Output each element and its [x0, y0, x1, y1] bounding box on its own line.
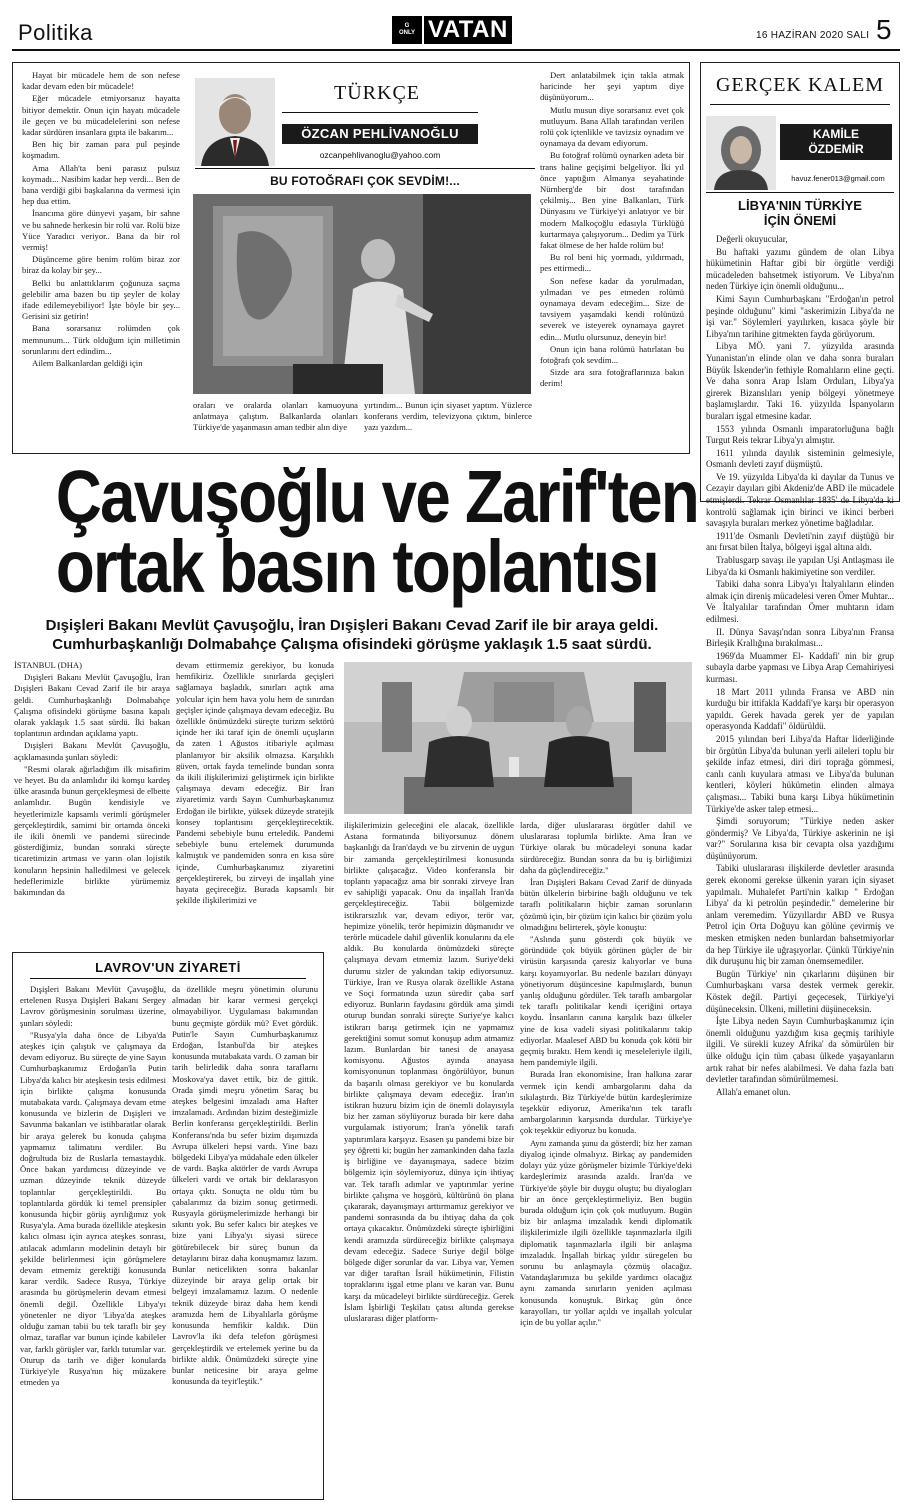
paragraph: II. Dünya Savaşı'ndan sonra Libya'nın Fransa Birleşik Krallığına bırakılması... — [706, 626, 894, 649]
gk-headline-line-1: LİBYA'NIN TÜRKİYE — [738, 198, 862, 213]
paragraph: Burada İran ekonomisine, İran halkına zarar vermek için kendi ambargolarını daha da sıkılaştırdı. Biz Türkiye'de bütün kardeşlerimize teşekkür ediyoruz, Amerika'nın tek taraflı ambargolarının karşısında durdular. Türkiye'ye çok teşekkür ediyoruz bu konuda. — [520, 1069, 692, 1136]
paragraph: Ailem Balkanlardan geldiği için — [32, 358, 143, 369]
columnist-first-name: KAMİLE — [813, 127, 859, 141]
column-kicker: TÜRKÇE — [334, 82, 420, 104]
paragraph: Aynı zamanda şunu da gösterdi; biz her zaman diyalog içinde olmalıyız. Birkaç ay pandemiden dolayı yüz yüze görüşmeler bizimle Türkiye'deki kardeşlerimiz arasında azaldı. İran'da ve Türkiye'de şöyle bir duygu oluştu; bu diyalogları bir an önce gerçekleştirmeliyiz. Ben bugün burada olduğum için çok çok mutluyum. Bugün biz bir anlaşma imzaladık kendi diplomatik ilişkilerimizle ilgili özellikle taşınmazlarla ilgili diplomatik taşınmazlarla ilgili bir anlaşma imzaladık. İnşallah birkaç yıldır süregelen bu sorunu bu anlaşmayla çözmüş olacağız. Vatandaşlarımıza bu şekilde yardımcı olacağız aynı zamanda sınırların yeniden açılması konusunda konuştuk. Birkaç gün önce karayolları, tır yollar açıldı ve inşallah yolcular için de bu yollar açılır." — [520, 1137, 692, 1327]
paragraph: Kimi Sayın Cumhurbaşkanı "Erdoğan'ın petrol peşinde olduğunu" kimi "askerimizin Libya'da ne işi var." Söylemleri yayılırken, kısaca şöyle bir Libya'nın tarihine gitmekten fayda görüyorum. — [706, 293, 894, 339]
article-col1 — [14, 660, 170, 948]
paragraph: Ben hiç bir zaman para pul peşinde koşmadım. — [22, 139, 180, 161]
paragraph: Allah'a emanet olun. — [716, 1086, 791, 1097]
paragraph: "Resmi olarak ağırladığım ilk misafirim ve heyet. Bu da anlamlıdır iki komşu kardeş ülke arasında bunun gerçekleşmesi de elbette anlamlıdır. Bugün kendisiyle ve heyetlerimizle kapsamlı verimli görüşmeler gerçekleştirdik, samimi bir ortamda önceki ile ikili önemli ve pandemi sürecinde gösterdiğimiz, bundan sonraki süreçte ticaretimizin artması ve yarın olan lojistik konuların hepsinin halledilmesi ve gelecek hedeflerimizle birlikte yürümemiz bakımından da — [14, 763, 170, 898]
dateline: İSTANBUL (DHA) — [14, 660, 82, 670]
paragraph: Son nefese kadar da yorulmadan, yılmadan ve pes etmeden rolümü oynamaya devam edeceğim... Size de tavsiyem yaşamdaki kendi rolünüzü severek ve isteyerek oynamaya gayret edin... Mutlu olursunuz, deneyin bir! — [540, 275, 684, 342]
paragraph: Onun için bana rolümü hatırlatan bu fotoğrafı çok sevdim... — [540, 343, 684, 366]
turkce-col3-caption — [364, 400, 532, 452]
gercek-kalem-body — [706, 234, 894, 1502]
article-col3 — [344, 820, 514, 1500]
columnist-last-name: ÖZDEMİR — [808, 142, 864, 156]
paragraph: 1911'de Osmanlı Devleti'nin zayıf düştüğü bir anı fırsat bilen İtalya, bölgeyi işgal altına aldı. — [706, 530, 894, 553]
lavrov-col2 — [172, 984, 318, 1496]
lecture-photo — [193, 194, 531, 394]
paragraph: Eğer mücadele etmiyorsanız hayatta bitiyor demektir. Onun için hayatı mücadele ile geçen ve bu mücadelelerini son nefese kadar sürdüren insanlara gıpta ile bakarım... — [22, 93, 180, 138]
paragraph: Değerli okuyucular, — [716, 234, 788, 244]
paragraph: "Rusya'yla daha önce de Libya'da ateşkes için çalıştık ve çalışmaya da devam ediyoruz. Bu süreçte de yine Sayın Cumhurbaşkanımız Erdoğan'la Putin Libya'da kalıcı bir ateşkesin tesis edilmesi için birlikte çalışma konusunda mutabakata vardı. Çalışmaya devam etme konusunda ve bizlerin de Dışişleri ve Savunma bakanları ve istihbaratlar olarak bir araya gelerek bu konuda çalışma yapmamız talimatını verdiler. Bu doğrultuda biz de Ruslarla temastaydık. Önce bakan yardımcısı düzeyinde ve uzman düzeyinde teknik düzeyde toplantılar gerçekleştirildi. Bu toplantılarda gördük ki temel prensipler konusunda hiçbir görüş ayrılığımız yok Rusya'yla. Ama burada özellikle ateşkesin kalıcı olması için ayrıca ateşkes sonrası, atılacak adımların modelinin detaylı bir şekilde belirlenmesi için görüşmelere devam etmemiz gerektiği konusunda karar verdik. Sadece Rusya, Türkiye arasında bu görüşmelerin devam etmesi önemli değil. Özellikle Libya'yı yönetenler ne diyor 'Libya'da ateşkes olduğu zaman tabii bu tek taraflı bir şey olmaz, taraflar var bunun içinde kabileler var, farklı görüşler var, farklı tutumlar var. Oturup da tarih ve diğer konularda Türkiye'yle Rusya'nın hiç müzakere etmeden ya — [20, 1029, 166, 1388]
subhead-line-1: Dışişleri Bakanı Mevlüt Çavuşoğlu, İran Dışişleri Bakanı Cevad Zarif ile bir araya geldi. — [45, 617, 659, 634]
article-col2 — [176, 660, 334, 948]
gercek-kalem-headline — [700, 198, 900, 228]
paragraph: 1611 yılında dayılık sisteminin gelmesiyle, Osmanlı devleti zayıf düşmüştü. — [706, 447, 894, 470]
paragraph: Bu haftaki yazımı gündem de olan Libya hükümetinin Haftar gibi bir örgütle verdiği mücadeleden bahsetmek istiyorum. Ve Libya'nın neden Türkiye için önemli olduğunu... — [706, 246, 894, 292]
issue-date: 16 HAZİRAN 2020 SALI — [756, 30, 870, 41]
paragraph: İran Dışişleri Bakanı Cevad Zarif de dünyada bütün ülkelerin birbirine bağlı olduğunu ve tek taraflı politikaların hiçbir zaman sorunların çözümü için, bir çözüm için kalıcı bir çözüm yolu olmadığını belirterek, şöyle konuştu: — [520, 877, 692, 932]
paragraph: Dışişleri Bakanı Mevlüt Çavuşoğlu, İran Dışişleri Bakanı Cevad Zarif ile bir araya geldi. Cumhurbaşkanlığı Dolmabahçe Çalışma ofisindeki görüşme basına kapalı olarak yaklaşık 1.5 saat sürdü. İki bakan toplantının ardından açıklama yaptı. — [14, 672, 170, 739]
paragraph: devam ettirmemiz gerekiyor, bu konuda hemfikiriz. Özellikle sınırlarda geçişleri sağlamaya başladık, sınırları açtık ama yolcular için hem hava yolu hem de sınırdan geçişler içinde çalışmaya devam edeceğiz. Bu özellikle önümüzdeki süreçte turizm sektörü içinde her iki taraf için de önemli uçuşların da zaten 1 Ağustos itibariyle açılması planlanıyor bir aksilik olmazsa. Karşılıklı güven, ortak fayda temelinde bundan sonra da ikili ilişkilerimizi geliştirmek için birlikte çalışmaya devam edeceğiz. Bir İran ziyaretimiz vardı Sayın Cumhurbaşkanımız Erdoğan ile birlikte, yüksek düzeyde stratejik konsey toplantısını gerçekleştirecektik. Pandemi sebebiyle bunu erteledik. Pandemi sebebiyle bunu ertelemek durumunda kalmıştık ve pandemiden sonra en kısa süre içinde, Cumhurbaşkanımız ziyaretini gerçekleştirerek, bu zirveyi de inşallah yine hayata geçireceğiz. Burada kapsamlı bir şekilde ilişkilerimizi ve — [176, 660, 334, 906]
paragraph: "Aslında şunu gösterdi çok büyük ve göründüde çok büyük görünen güçler de bir virüsün karşısında çaresiz kalıyorlar ve buna karşı koyamıyorlar. Bu nedenle bazıları dünyayı yönetiyorum düşüncesine kapılmışlardı, bunun yanlış olduğunu gördüler. Tek taraflı ambargolar tek taraflı politikalar kendi içeriğini ortaya koydu. İnsanların canına karşılık bazı ülkeler yine de kısa vadeli siyasi politikalarını takip ediyorlar. Maalesef ABD bu konuda çok kötü bir geçmiş bıraktı. Hem kendi iç meseleleriyle ilgili, hem pandemiyle ilgili. — [520, 934, 692, 1068]
subhead-line-2: Cumhurbaşkanlığı Dolmabahçe Çalışma ofisindeki görüşme yaklaşık 1.5 saat sürdü. — [52, 636, 652, 653]
paragraph: Sizde ara sıra fotoğraflarınıza bakın derim! — [540, 367, 684, 389]
logo-badge-top: G — [404, 23, 410, 29]
author-portrait-image — [195, 78, 275, 166]
paragraph: Bu fotoğraf rolümü oynarken adeta bir trans haline geçişimi belgeliyor. İki yıl önce yaptığım Almanya seyahatinde Nürnberg'de bir dost tarafından çekilmiş... Ben yine Balkanları, Türk Dünyasını ve Türkiye'yi anlatıyor ve bir modern Malkoçoğlu edasıyla Türklüğü kurtarmaya çalışıyorum... Dedim ya Türk fakat ölmese de her halde rolüm bu! — [540, 150, 684, 251]
paragraph: larda, diğer uluslararası örgütler dahil ve uluslararası toplumla birlikte. Ama İran ve Türkiye olarak bu mücadeleyi sonuna kadar sürdüreceğiz. Bundan sonra da bu iş birliğimizi daha da güçlendireceğiz." — [520, 820, 692, 875]
paragraph: Dert anlatabilmek için takla atmak haricinde her şeyi yaptım diye düşünüyorum... — [540, 70, 684, 103]
paragraph: Trablusgarp savaşı ile yapılan Uşi Antlaşması ile Libya'da ki Osmanlı hakimiyetine son verdiler. — [706, 555, 894, 577]
main-headline — [55, 455, 699, 608]
columnist-email: havuz.fener013@gmail.com — [791, 174, 885, 183]
column-author: ÖZCAN PEHLİVANOĞLU — [282, 124, 478, 144]
logo-badge — [392, 16, 422, 44]
columnist-portrait — [706, 116, 776, 190]
paragraph: 1553 yılında Osmanlı imparatorluğuna bağlı Turgut Reis tekrar Libya'yı almıştır. — [706, 423, 894, 446]
column-title: BU FOTOĞRAFI ÇOK SEVDİM!... — [270, 174, 460, 188]
column-email: ozcanpehlivanoglu@yahoo.com — [319, 150, 441, 160]
paragraph: oraları ve oralarda olanları kamuoyuna anlatmaya çalıştım. Balkanlarda olanları Türkiye'de yaşanmasın aman tedbir alın diye — [193, 400, 358, 433]
title-rule — [195, 168, 535, 169]
article-col4 — [520, 820, 692, 1500]
paragraph: Ama Allah'ta beni parasız pulsuz koymadı... Nasibim kadar hep verdi... Ben de bana verdiği gibi başkalarına da vermesi için hep dua ettim. — [22, 162, 180, 207]
author-portrait — [195, 78, 275, 166]
paragraph: da özellikle meşru yönetimin olurunu almadan bir karar vermesi gerçekçi olmayabiliyor. Uygulaması bakımından bunu geçmişte gördük mü? Evet gördük. Putin'le Sayın Cumhurbaşkanımız Erdoğan, İstanbul'da bir ateşkes konusunda mutabakata vardı. O zaman bir tarih belirledik daha sonra taraflarnı Moskova'ya davet ettik, biz de gittik. Orada şimdi meşru yönetim Saraç bu ateşkes belgesini imzaladı ama Hafter imzalamadı. Ardından bizim desteğimizle Berlin konferansı gerçekleştirildi. Berlin Konferansı'nda bu sefer bizim dışımızda Avrupa ülkeleri hepsi vardı. Yine bazı bölgedeki Libya'ya müdahale eden ülkeler de vardı. Başka aktörler de vardı Avrupa ülkeleri vardı ve ortak bir deklarasyon ortaya çıktı. Sonuçta ne oldu tüm bu çabalarımız da bizim sonuç getirmedi. Rusyayla görüşmelerimizde herhangi bir sıkıntı yok. Bu sefer kalıcı bir ateşkes ve bize yani Libya'yı siyasi sürece götürebilecek bir süreç bunun da detaylarını biraz daha konuşmamız lazım. Bunlar neticelikten sonra bakanlar düzeyinde bir araya gelip ortak bir belgeyi imzalamamız lazım. O nedenle teknik düzeyde biraz daha hem kendi aramızda hem de Libyalılarla görüşme konusunda hemfikir kaldık. Dün Lavrov'la iki defa telefon görüşmesi gerçekleştirdik ve ertelemek yerine bu da birlikte aldık. Önümüzdeki süreçte yine bunlar neticesine bir araya gelme konusunda da teyit'leştik." — [172, 984, 318, 1387]
ministers-photo-image — [344, 662, 692, 814]
gk-title-rule — [710, 104, 890, 105]
lavrov-col1 — [20, 984, 166, 1496]
section-name: Politika — [18, 20, 93, 45]
paragraph: Şimdi soruyorum; "Türkiye neden asker göndermiş? Ve Libya'da, Türkiye askerinin ne işi var?" Sorularına kısa bir cevapta olsa yazdığımı düşünüyorum. — [706, 816, 894, 861]
gk-headline-rule — [706, 192, 894, 193]
paragraph: yırtındım... Bunun için siyaset yaptım. Yüzlerce konferans verdim, televizyona çıktım, binlerce yazı yazdım... — [364, 400, 532, 433]
paragraph: 1969'da Muammer El- Kaddafi' nin bir grup subayla darbe yapması ve Libya Arap Cemahiriyesi kurması. — [706, 650, 894, 684]
logo-wordmark: VATAN — [424, 16, 512, 44]
kicker-rule — [282, 112, 478, 113]
paragraph: Libya MÖ. yani 7. yüzyılda arasında Yunanistan'ın elinde olan ve daha sonra buraları Büyük İskender'in fethiyle Romalıların eline geçti. Ve daha sonra Arap İslam Orduları, Libya'ya girerek Bizanslıları yenip bölgeyi yönetmeye başlamışlardır. Taki 16. yüzyılda İspanyoların buraları işgal etmesine kadar. — [706, 341, 894, 421]
paragraph: Ve 19. yüzyılda Libya'da ki dayılar da Tunus ve Cezayir dayıları gibi Akdeniz'de ABD ile mücadele etmişlerdi. Tekrar Osmanlılar 1835' de Libya'da ki kontrolü sağlamak için birinci ve ikinci berberi savaşıyla buraları merkez yönetime bağladılar. — [706, 471, 894, 529]
ministers-photo — [344, 662, 692, 814]
paragraph: Dışişleri Bakanı Mevlüt Çavuşoğlu, ertelenen Rusya Dışişleri Bakanı Sergey Lavrov görüşmesinin sorulması üzerine, şunları söyledi: — [20, 984, 166, 1028]
turkce-col4 — [540, 70, 684, 452]
gercek-kalem-title: GERÇEK KALEM — [715, 74, 885, 96]
paragraph: Tabiki uluslararası ilişkilerde devletler arasında gerek ekonomi gerekse ülkenin yararı için siyaset yapılmalı. Muhalefet Parti'nin kalkıp " Erdoğan Libya' da ki petrolün peşindedir." demelerine bir anlam veremedim. Yüzyıllardır ABD ve Rusya Petrol için Orta Doğuyu kan gölüne çevirmiş ve mesken etmişken neden bunlardan bahsetmiyorlar da hep Türkiye ile uğraşıyorlar. Çünkü Türkiye'nin dik duruşunu hiç bir zaman önemsemediler. — [706, 863, 894, 967]
columnist-portrait-image — [706, 116, 776, 190]
article-subhead — [12, 616, 692, 654]
headline-line-2: ortak basın toplantısı — [55, 525, 659, 608]
turkce-col2-caption — [193, 400, 358, 452]
paragraph: Düşünceme göre benim rolüm biraz zor biraz da kolay bir şey... — [22, 254, 180, 276]
paragraph: Mutlu musun diye sorarsanız evet çok mutluyum. Bana Allah tarafından verilen rolü çok içtenlikle ve tavizsiz oynadım ve oynamaya da devam ediyorum. — [540, 104, 684, 149]
newspaper-logo — [392, 15, 514, 45]
headline-line-1: Çavuşoğlu ve Zarif'ten — [55, 455, 699, 538]
gk-headline-line-2: İÇİN ÖNEMİ — [763, 213, 837, 228]
page-number: 5 — [876, 14, 892, 45]
paragraph: ilişkilerimizin geleceğini ele alacak, özellikle Astana formatında biliyorsunuz dönem başkanlığı da İran'daydı ve bu zirvenin de uygun bir zamanda gerçekleştirilmesi konusunda birlikte çalışacağız. Video konferansla bir toplantı yapacağız ama bir sonraki zirveye İran ev sahipliği yapacak. Onu da inşallah İran'da gerçekleştireceğiz. Tabii bölgemizde istikrarsızlık var, devam ediyor, terör var, hepimize yönelik, terör hepimizin düşmanıdır ve terörle mücadele dahil güvenlik konularını da ele aldık. Bu konularda önümüzdeki süreçte çalışmaya devam etmemiz lazım. Suriye'deki durumu sizler de yakından takip ediyorsunuz. Türkiye, İran ve Rusya olarak özellikle Astana ve Soçi formatında uzun süredir çaba sarf ediyoruz. Bunların faydasını gördük ama şimdi oturup bundan sonraki süreçte Suriye'ye kalıcı istikrarı barışı getirmek için ne yapmamız gerektiğini somut somut konuşup adım atmamız lazım. Bunlardan bir tanesi de anayasa komisyonu. Ağustos ayında anayasa komisyonunun toplanması öngörülüyor, bunun da başarılı olması gerekiyor ve bu konularda birlikte çalışmaya devam edeceğiz. İran'ın istikran huzuru bizim için de önemli dolayısıyla biz her zaman söylüyoruz burada bir kere daha vurgulamak istiyorum; İran'a yönelik tarafı yaptırımlara karşıyız. Esasen şu pandemi bize bir şey öğretti ki; bugün her zamankinden daha fazla iş birliğine ve dayanışmaya, sadece bizim bölgemiz için söylemiyoruz, dünya için ihtiyaç var. Tek taraflı adımlar ve yaptırımlar yerine birlikte çalışma ve hoşgörü, kültürünü ön plana çıkararak, dayanışmayı arttırmamız gerekiyor ve pandemi sonrasında da bu ihtiyaç daha da çok ortaya çıkacaktır. Önümüzdeki süreçte işbirliğini kendi aramızda sürdüreceğiz birlikte çalışmaya devam edeceğiz. Sadece Suriye değil bölge bölgede diğer sorunlar da var. Libya var, Yemen var diğer taraftan İsrail hükümetinin, Filistin topraklarını işgal etme planı ve karan var. Bunu karşı da mücadeleyi birlikte sürdüreceğiz. Gerek İslam İşbirliği Teşkilatı çatısı altında gerekse uluslararası diğer platform- — [344, 820, 514, 1323]
paragraph: Bu rol beni hiç yormadı, yıldırmadı, pes ettirmedi... — [540, 252, 684, 274]
columnist-name — [780, 124, 892, 160]
lavrov-title: LAVROV'UN ZİYARETİ — [95, 960, 241, 975]
paragraph: Belki bu anlattıklarım çoğunuza saçma gelebilir ama bazen bu tip şeyler de kolay ifade edilemeyebiliyor! İşte böyle bir şey... Gerisini siz getirin! — [22, 277, 180, 322]
paragraph: Bana sorarsanız rolümden çok memnunum... Türk olduğum için milletimin sorunlarını dert edindim... — [22, 323, 180, 356]
paragraph: Dışişleri Bakanı Mevlüt Çavuşoğlu, açıklamasında şunları söyledi: — [14, 740, 170, 762]
lecture-photo-image — [193, 194, 531, 394]
turkce-col1 — [22, 70, 180, 452]
paragraph: 18 Mart 2011 yılında Fransa ve ABD nin kurduğu bir ittifakla Kaddafi'ye karşı bir operasyon yapıldı. Gerek havada gerek yer de yapılan operasyonda Kaddafi" öldürüldü. — [706, 686, 894, 732]
paragraph: Bugün Türkiye' nin çıkarlarını düşünen bir Cumhurbaşkanı varsa destek vermek gerekir. Köstek değil. Partiyi geçecesek, Türkiye'yi düşüneceksin. Ülkeni, milletini düşüneceksin. — [706, 968, 894, 1014]
paragraph: İşte Libya neden Sayın Cumhurbaşkanımız için önemli olduğunu yazdığım kısa geçmiş tarihiyle ilgili. Ve sürekli kuzey Afrika' da sömürülen bir ülke olduğu için tüm çabası ülkede yaşayanların artık rahat bir nefes alabilmesi. Ve daha fazla batı devletler tarafından sömürülmemesi. — [706, 1016, 894, 1085]
logo-badge-bottom: ONLY — [398, 30, 416, 36]
paragraph: Tabiki daha sonra Libya'yı İtalyalıların elinden almak için direniş mücadelesi veren Ömer Muhtar... Ve İtalyalılar tarafından Ömer muhtarın idam edilmesi. — [706, 579, 894, 624]
paragraph: 2015 yılından beri Libya'da Haftar liderliğinde bir örgütün Libya'da bulunan yerli aileleri toplu bir şekilde infaz etmesi, diri diri toprağa gömmesi, canlı canlı kuyulara atması ve Libya'da bulunan kentleri, köyleri hükümetin elinden almaya çalışması... Tabiki buna karşı Libya hükümetinin Türkiye'de asker talep etmesi... — [706, 733, 894, 814]
masthead-rule — [12, 49, 900, 51]
paragraph: İnancıma göre dünyevi yaşam, bir sahne ve bu sahnede herkesin bir rolü var. Rolü bize Yüce Yaradıcı veriyor.. Bana da bir rol vermiş! — [22, 208, 180, 253]
lavrov-title-rule — [30, 978, 306, 979]
paragraph: Hayat bir mücadele hem de son nefese kadar devam eden bir mücadele! — [22, 70, 180, 92]
